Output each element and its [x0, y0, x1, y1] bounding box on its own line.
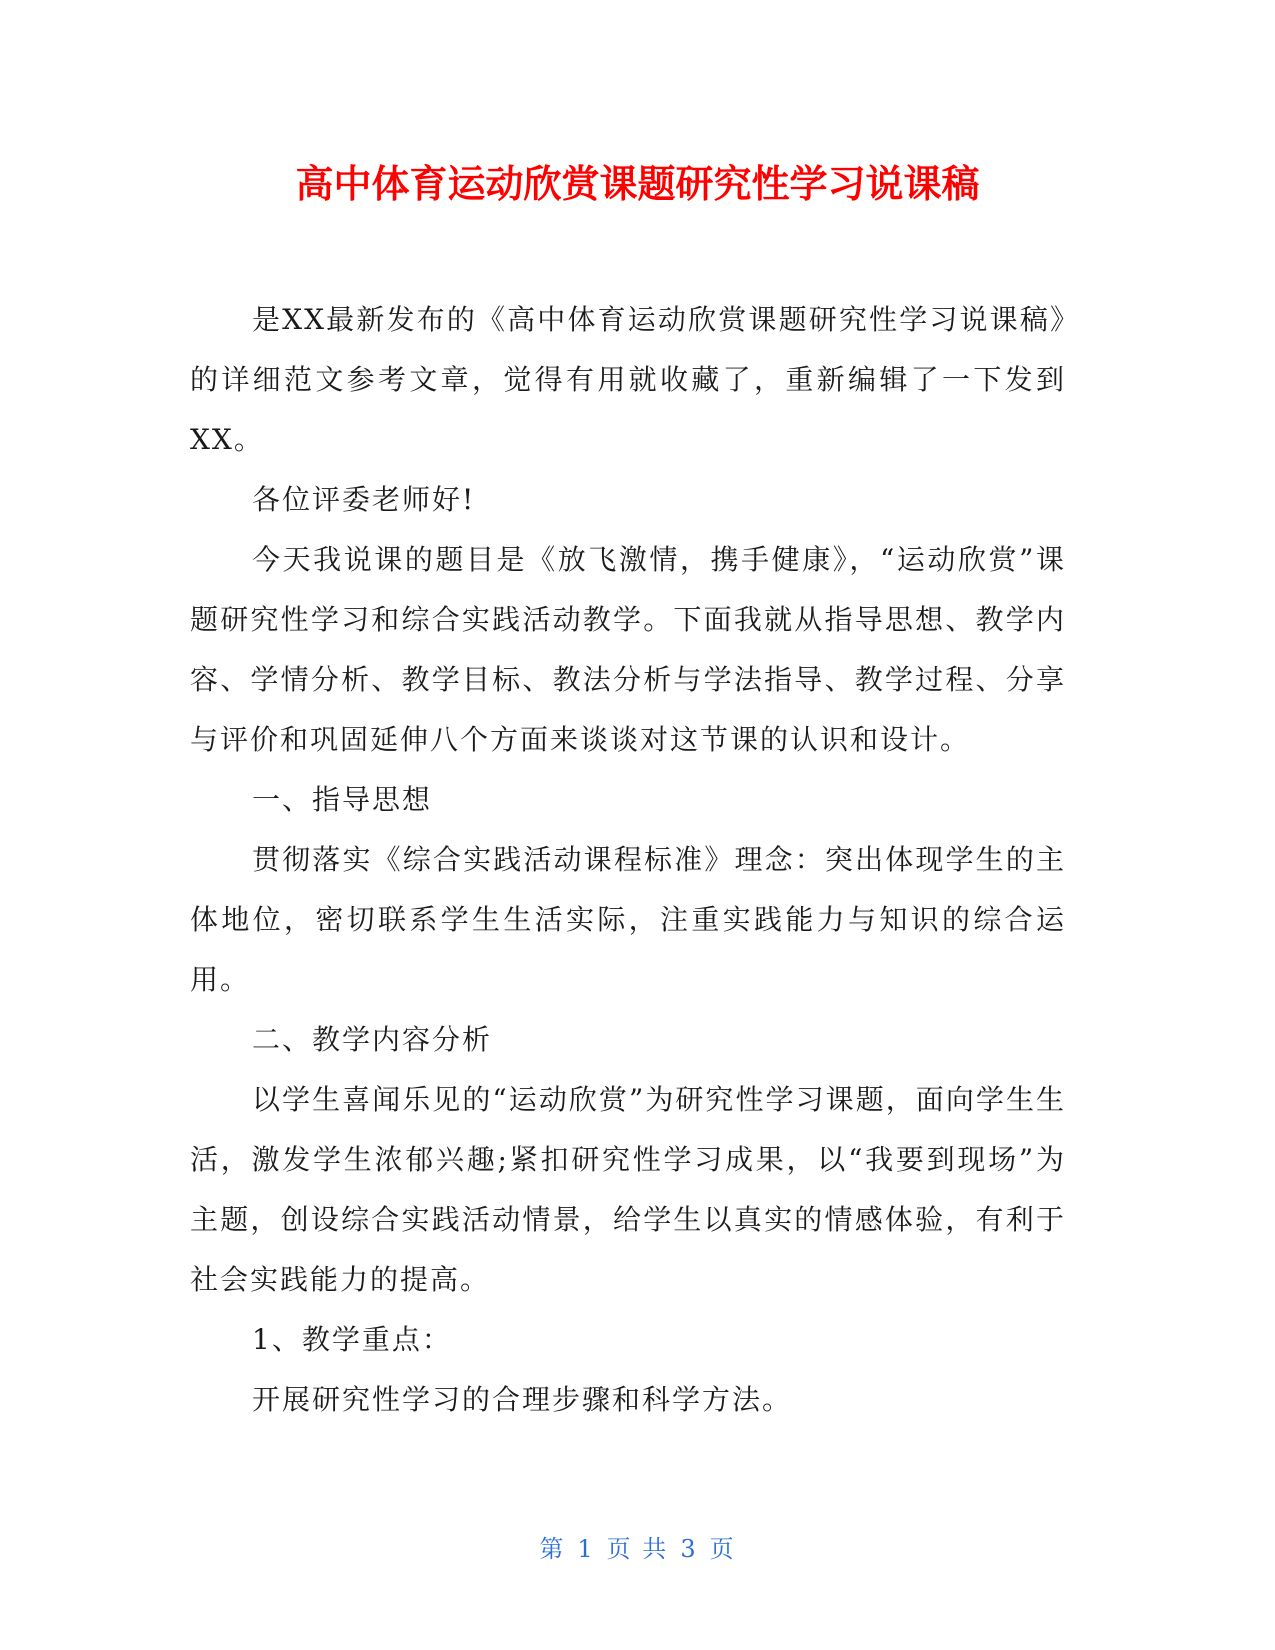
section-heading-guiding-idea: 一、指导思想 — [252, 783, 433, 816]
footer-current-page: 1 — [577, 1535, 595, 1563]
document-title: 高中体育运动欣赏课题研究性学习说课稿 — [295, 162, 980, 206]
paragraph-teaching-focus: 开展研究性学习的合理步骤和科学方法。 — [252, 1383, 793, 1416]
footer-middle: 页 共 — [606, 1535, 669, 1563]
document-body — [190, 290, 1066, 1430]
section-heading-content-analysis: 二、教学内容分析 — [252, 1023, 493, 1056]
paragraph-topic: 今天我说课的题目是《放飞激情，携手健康》，“运动欣赏”课题研究性学习和综合实践活动教学。下面我就从指导思想、教学内容、学情分析、教学目标、教法分析与学法指导、教学过程、分享与评价和巩固延伸八个方面来谈谈对这节课的认识和设计。 — [190, 543, 1066, 756]
paragraph-content-analysis: 以学生喜闻乐见的“运动欣赏”为研究性学习课题，面向学生生活，激发学生浓郁兴趣;紧扣研究性学习成果，以“我要到现场”为主题，创设综合实践活动情景，给学生以真实的情感体验，有利于社会实践能力的提高。 — [190, 1083, 1066, 1296]
subheading-teaching-focus: 1、教学重点： — [252, 1323, 452, 1356]
paragraph-intro: 是XX最新发布的《高中体育运动欣赏课题研究性学习说课稿》的详细范文参考文章，觉得有用就收藏了，重新编辑了一下发到XX。 — [190, 303, 1066, 456]
footer-suffix: 页 — [709, 1535, 736, 1563]
page-number-footer — [0, 1533, 1275, 1565]
paragraph-greeting: 各位评委老师好! — [252, 483, 476, 516]
footer-prefix: 第 — [539, 1535, 566, 1563]
footer-total-pages: 3 — [680, 1535, 698, 1563]
paragraph-guiding-idea: 贯彻落实《综合实践活动课程标准》理念：突出体现学生的主体地位，密切联系学生生活实际，注重实践能力与知识的综合运用。 — [190, 843, 1066, 996]
